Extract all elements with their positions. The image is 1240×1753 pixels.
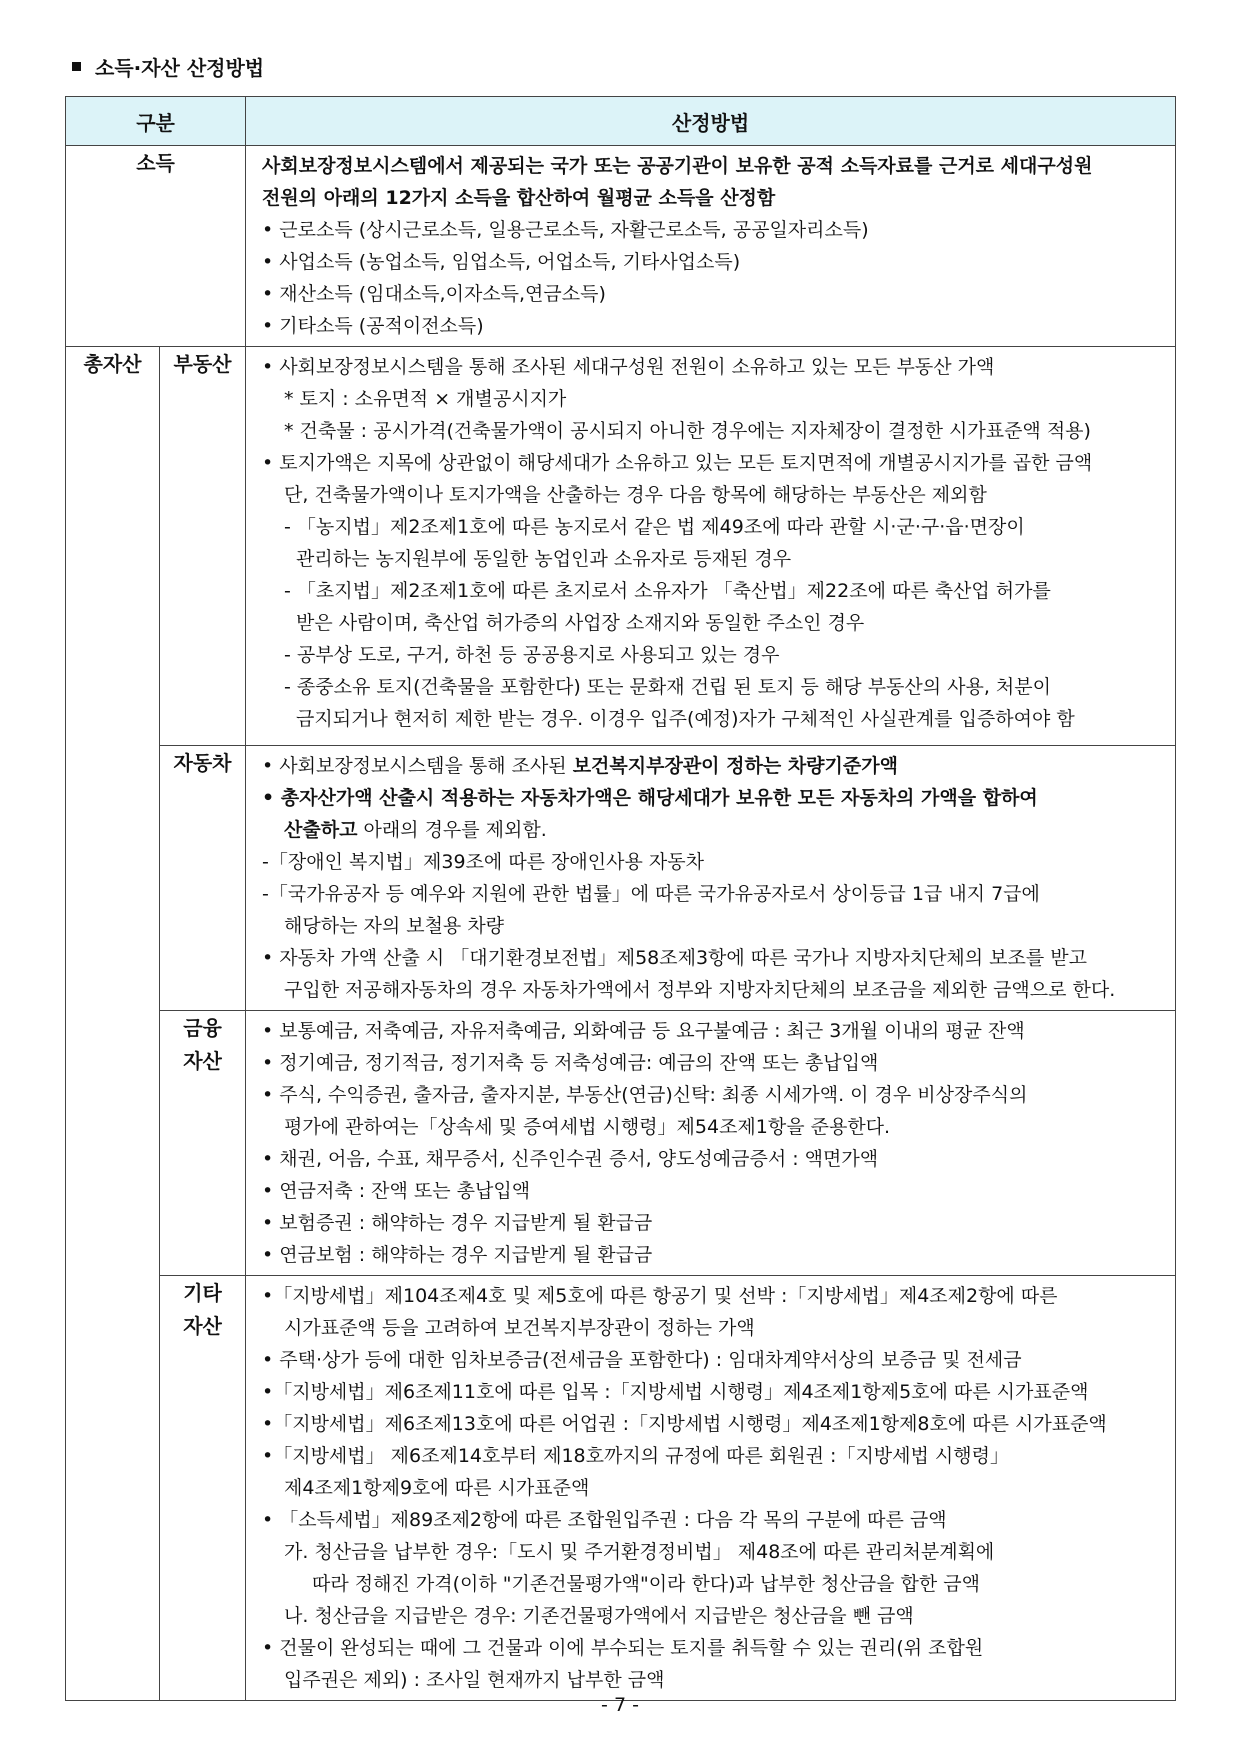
real-estate-line: - 「농지법」제2조제1호에 따른 농지로서 같은 법 제49조에 따라 관할 시·군·구·읍·면장이 <box>284 516 1025 538</box>
financial-line: • 연금보험 : 해약하는 경우 지급받게 될 환급금 <box>262 1244 653 1266</box>
row-income <box>66 146 1176 347</box>
real-estate-line: • 사회보장정보시스템을 통해 조사된 세대구성원 전원이 소유하고 있는 모든 부동산 가액 <box>262 356 995 378</box>
real-estate-line: • 토지가액은 지목에 상관없이 해당세대가 소유하고 있는 모든 토지면적에 개별공시지가를 곱한 금액 <box>262 452 1093 474</box>
real-estate-line: 받은 사람이며, 축산업 허가증의 사업장 소재지와 동일한 주소인 경우 <box>296 612 865 634</box>
section-title-text: 소득·자산 산정방법 <box>95 56 265 80</box>
income-line: • 근로소득 (상시근로소득, 일용근로소득, 자활근로소득, 공공일자리소득) <box>262 219 869 241</box>
table-header-row <box>66 97 1176 146</box>
vehicle-label: 자동차 <box>160 746 246 1011</box>
income-label: 소득 <box>66 146 246 347</box>
header-category: 구분 <box>66 97 246 146</box>
row-vehicle <box>66 746 1176 1011</box>
other-line: • 「소득세법」제89조제2항에 따른 조합원입주권 : 다음 각 목의 구분에 따른 금액 <box>262 1509 947 1531</box>
total-assets-label: 총자산 <box>66 347 160 1701</box>
income-line: • 기타소득 (공적이전소득) <box>262 315 484 337</box>
financial-line: • 보험증권 : 해약하는 경우 지급받게 될 환급금 <box>262 1212 653 1234</box>
other-line: •「지방세법」제6조제11호에 따른 입목 :「지방세법 시행령」제4조제1항제5호에 따른 시가표준액 <box>262 1381 1089 1403</box>
other-line: •「지방세법」 제6조제14호부터 제18호까지의 규정에 따른 회원권 :「지방세법 시행령」 <box>262 1445 1009 1467</box>
financial-label-line: 자산 <box>183 1049 222 1073</box>
other-label-line: 기타 <box>183 1281 222 1305</box>
other-line: 가. 청산금을 납부한 경우:「도시 및 주거환경정비법」 제48조에 따른 관리처분계획에 <box>284 1541 995 1563</box>
real-estate-line: - 공부상 도로, 구거, 하천 등 공공용지로 사용되고 있는 경우 <box>284 644 780 666</box>
financial-line: • 연금저축 : 잔액 또는 총납입액 <box>262 1180 531 1202</box>
row-real-estate <box>66 347 1176 746</box>
other-label-line: 자산 <box>183 1314 222 1338</box>
page-number: - 7 - <box>601 1694 639 1716</box>
header-method: 산정방법 <box>246 97 1176 146</box>
row-financial-assets <box>66 1011 1176 1276</box>
other-assets-content <box>246 1276 1176 1701</box>
vehicle-line <box>262 750 1165 782</box>
real-estate-line: 금지되거나 현저히 제한 받는 경우. 이경우 입주(예정)자가 구체적인 사실관계를 입증하여야 함 <box>296 708 1075 730</box>
financial-assets-content <box>246 1011 1176 1276</box>
real-estate-line: 관리하는 농지원부에 동일한 농업인과 소유자로 등재된 경우 <box>296 548 792 570</box>
assessment-table <box>65 96 1176 1701</box>
income-line: • 재산소득 (임대소득,이자소득,연금소득) <box>262 283 606 305</box>
financial-line: • 채권, 어음, 수표, 채무증서, 신주인수권 증서, 양도성예금증서 : 액면가액 <box>262 1148 879 1170</box>
real-estate-line: * 건축물 : 공시가격(건축물가액이 공시되지 아니한 경우에는 지자체장이 결정한 시가표준액 적용) <box>284 420 1091 442</box>
financial-line: 평가에 관하여는「상속세 및 증여세법 시행령」제54조제1항을 준용한다. <box>284 1116 891 1138</box>
real-estate-label: 부동산 <box>160 347 246 746</box>
vehicle-line: -「국가유공자 등 예우와 지원에 관한 법률」에 따른 국가유공자로서 상이등급 1급 내지 7급에 <box>262 883 1040 905</box>
square-bullet-icon <box>72 62 81 71</box>
other-line: • 건물이 완성되는 때에 그 건물과 이에 부수되는 토지를 취득할 수 있는 권리(위 조합원 <box>262 1637 984 1659</box>
real-estate-line: 단, 건축물가액이나 토지가액을 산출하는 경우 다음 항목에 해당하는 부동산은 제외함 <box>284 484 987 506</box>
real-estate-content <box>246 347 1176 746</box>
vehicle-content <box>246 746 1176 1011</box>
vehicle-line: 구입한 저공해자동차의 경우 자동차가액에서 정부와 지방자치단체의 보조금을 제외한 금액으로 한다. <box>284 979 1116 1001</box>
real-estate-line: - 종중소유 토지(건축물을 포함한다) 또는 문화재 건립 된 토지 등 해당 부동산의 사용, 처분이 <box>284 676 1051 698</box>
income-line: • 사업소득 (농업소득, 임업소득, 어업소득, 기타사업소득) <box>262 251 741 273</box>
row-other-assets <box>66 1276 1176 1701</box>
vehicle-line <box>262 814 1165 846</box>
other-line: 따라 정해진 가격(이하 "기존건물평가액"이라 한다)과 납부한 청산금을 합한 금액 <box>312 1573 980 1595</box>
income-line: 전원의 아래의 12가지 소득을 합산하여 월평균 소득을 산정함 <box>262 187 776 209</box>
real-estate-line: - 「초지법」제2조제1호에 따른 초지로서 소유자가 「축산법」제22조에 따른 축산업 허가를 <box>284 580 1051 602</box>
financial-line: • 보통예금, 저축예금, 자유저축예금, 외화예금 등 요구불예금 : 최근 3개월 이내의 평균 잔액 <box>262 1020 1025 1042</box>
vehicle-line: • 자동차 가액 산출 시 「대기환경보전법」제58조제3항에 따른 국가나 지방자치단체의 보조를 받고 <box>262 947 1087 969</box>
other-line: 입주권은 제외) : 조사일 현재까지 납부한 금액 <box>284 1669 665 1691</box>
financial-label-line: 금융 <box>183 1016 222 1040</box>
other-assets-label <box>160 1276 246 1701</box>
vehicle-line-text: • 사회보장정보시스템을 통해 조사된 <box>262 755 573 777</box>
vehicle-line-bold: 산출하고 <box>284 819 358 841</box>
vehicle-line-text: 아래의 경우를 제외함. <box>357 819 547 841</box>
financial-line: • 주식, 수익증권, 출자금, 출자지분, 부동산(연금)신탁: 최종 시세가액. 이 경우 비상장주식의 <box>262 1084 1028 1106</box>
vehicle-line: -「장애인 복지법」제39조에 따른 장애인사용 자동차 <box>262 851 704 873</box>
vehicle-line: • 총자산가액 산출시 적용하는 자동차가액은 해당세대가 보유한 모든 자동차의 가액을 합하여 <box>262 787 1038 809</box>
vehicle-line: 해당하는 자의 보철용 차량 <box>284 915 505 937</box>
financial-assets-label <box>160 1011 246 1276</box>
other-line: 시가표준액 등을 고려하여 보건복지부장관이 정하는 가액 <box>284 1317 755 1339</box>
vehicle-line-bold: 보건복지부장관이 정하는 차량기준가액 <box>572 755 898 777</box>
income-content <box>246 146 1176 347</box>
real-estate-line: * 토지 : 소유면적 × 개별공시지가 <box>284 388 567 410</box>
other-line: 나. 청산금을 지급받은 경우: 기존건물평가액에서 지급받은 청산금을 뺀 금액 <box>284 1605 914 1627</box>
other-line: •「지방세법」제6조제13호에 따른 어업권 :「지방세법 시행령」제4조제1항제8호에 따른 시가표준액 <box>262 1413 1107 1435</box>
financial-line: • 정기예금, 정기적금, 정기저축 등 저축성예금: 예금의 잔액 또는 총납입액 <box>262 1052 879 1074</box>
section-title <box>72 52 264 81</box>
other-line: 제4조제1항제9호에 따른 시가표준액 <box>284 1477 590 1499</box>
other-line: •「지방세법」제104조제4호 및 제5호에 따른 항공기 및 선박 :「지방세법」제4조제2항에 따른 <box>262 1285 1058 1307</box>
income-line: 사회보장정보시스템에서 제공되는 국가 또는 공공기관이 보유한 공적 소득자료를 근거로 세대구성원 <box>262 155 1093 177</box>
other-line: • 주택·상가 등에 대한 임차보증금(전세금을 포함한다) : 임대차계약서상의 보증금 및 전세금 <box>262 1349 1022 1371</box>
